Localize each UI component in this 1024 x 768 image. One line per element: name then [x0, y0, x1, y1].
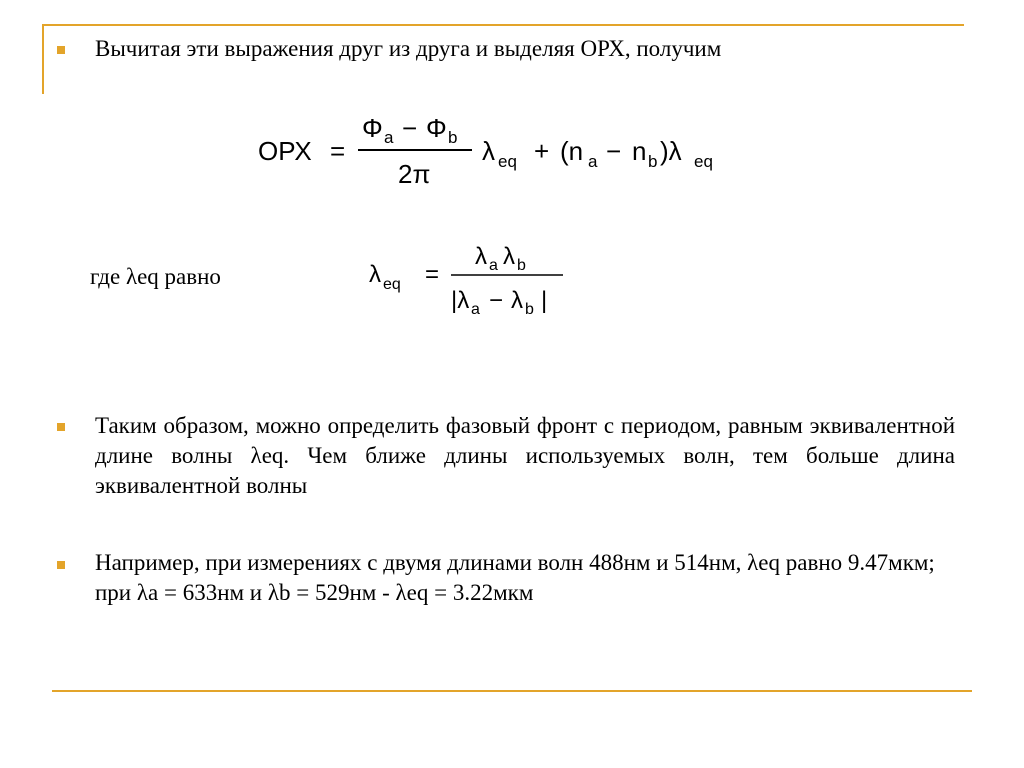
eq2-den-sub-a: a — [471, 301, 480, 318]
eq1-phi-a: Φ — [362, 113, 383, 143]
eq2-num-sub-a: a — [489, 257, 498, 274]
eq2-den-close: | — [541, 287, 548, 314]
eq1-sub-eq: eq — [498, 152, 517, 171]
bullet-square-icon — [57, 561, 65, 569]
top-border-line — [42, 24, 964, 26]
eq1-lambda: λ — [482, 136, 495, 166]
bullet-square-icon — [57, 423, 65, 431]
eq2-den-open: |λ — [451, 287, 470, 314]
eq1-sub-a: a — [384, 128, 394, 147]
eq1-equals: = — [330, 136, 346, 166]
equation-oph — [250, 105, 750, 195]
bottom-border-line — [52, 690, 972, 692]
where-label: где λeq равно — [90, 264, 221, 289]
eq1-close-lambda: )λ — [660, 136, 682, 166]
equation-lambda-eq — [365, 238, 585, 323]
eq1-denominator: 2π — [398, 159, 431, 189]
eq1-paren-n: (n — [560, 136, 584, 166]
eq1-plus: + — [534, 136, 550, 166]
eq2-sub-eq: eq — [383, 276, 401, 293]
eq2-num-lambda-b: λ — [503, 243, 515, 270]
eq1-minus2: − — [606, 136, 622, 166]
bullet-text-1: Вычитая эти выражения друг из друга и выделяя ОРХ, получим — [95, 36, 722, 61]
bullet-square-icon — [57, 46, 65, 54]
eq1-n: n — [632, 136, 647, 166]
eq1-sub-eq2: eq — [694, 152, 713, 171]
left-border-line — [42, 24, 44, 94]
eq2-den-minus: − — [489, 287, 504, 314]
eq1-sub-b: b — [448, 128, 458, 147]
eq1-lhs: ОРХ — [258, 136, 312, 166]
eq1-num-minus: − — [402, 113, 418, 143]
eq1-phi-b: Φ — [426, 113, 447, 143]
eq1-sub-na: a — [588, 152, 598, 171]
eq2-den-lambda: λ — [511, 287, 523, 314]
eq2-equals: = — [425, 261, 440, 288]
bullet-text-3: Например, при измерениях с двумя длинами волн 488нм и 514нм, λeq равно 9.47мкм; при λa = 633нм и λb = 529нм - λeq = 3.22мкм — [95, 550, 935, 605]
eq2-lambda: λ — [369, 261, 381, 288]
bullet-text-2: Таким образом, можно определить фазовый фронт с периодом, равным эквивалентной длине волны λeq. Чем ближе длины используемых волн, тем больше длина эквивалентной волны — [95, 413, 955, 498]
eq2-den-sub-b: b — [525, 301, 534, 318]
eq2-num-lambda-a: λ — [475, 243, 487, 270]
eq1-sub-nb: b — [648, 152, 658, 171]
eq2-num-sub-b: b — [517, 257, 526, 274]
